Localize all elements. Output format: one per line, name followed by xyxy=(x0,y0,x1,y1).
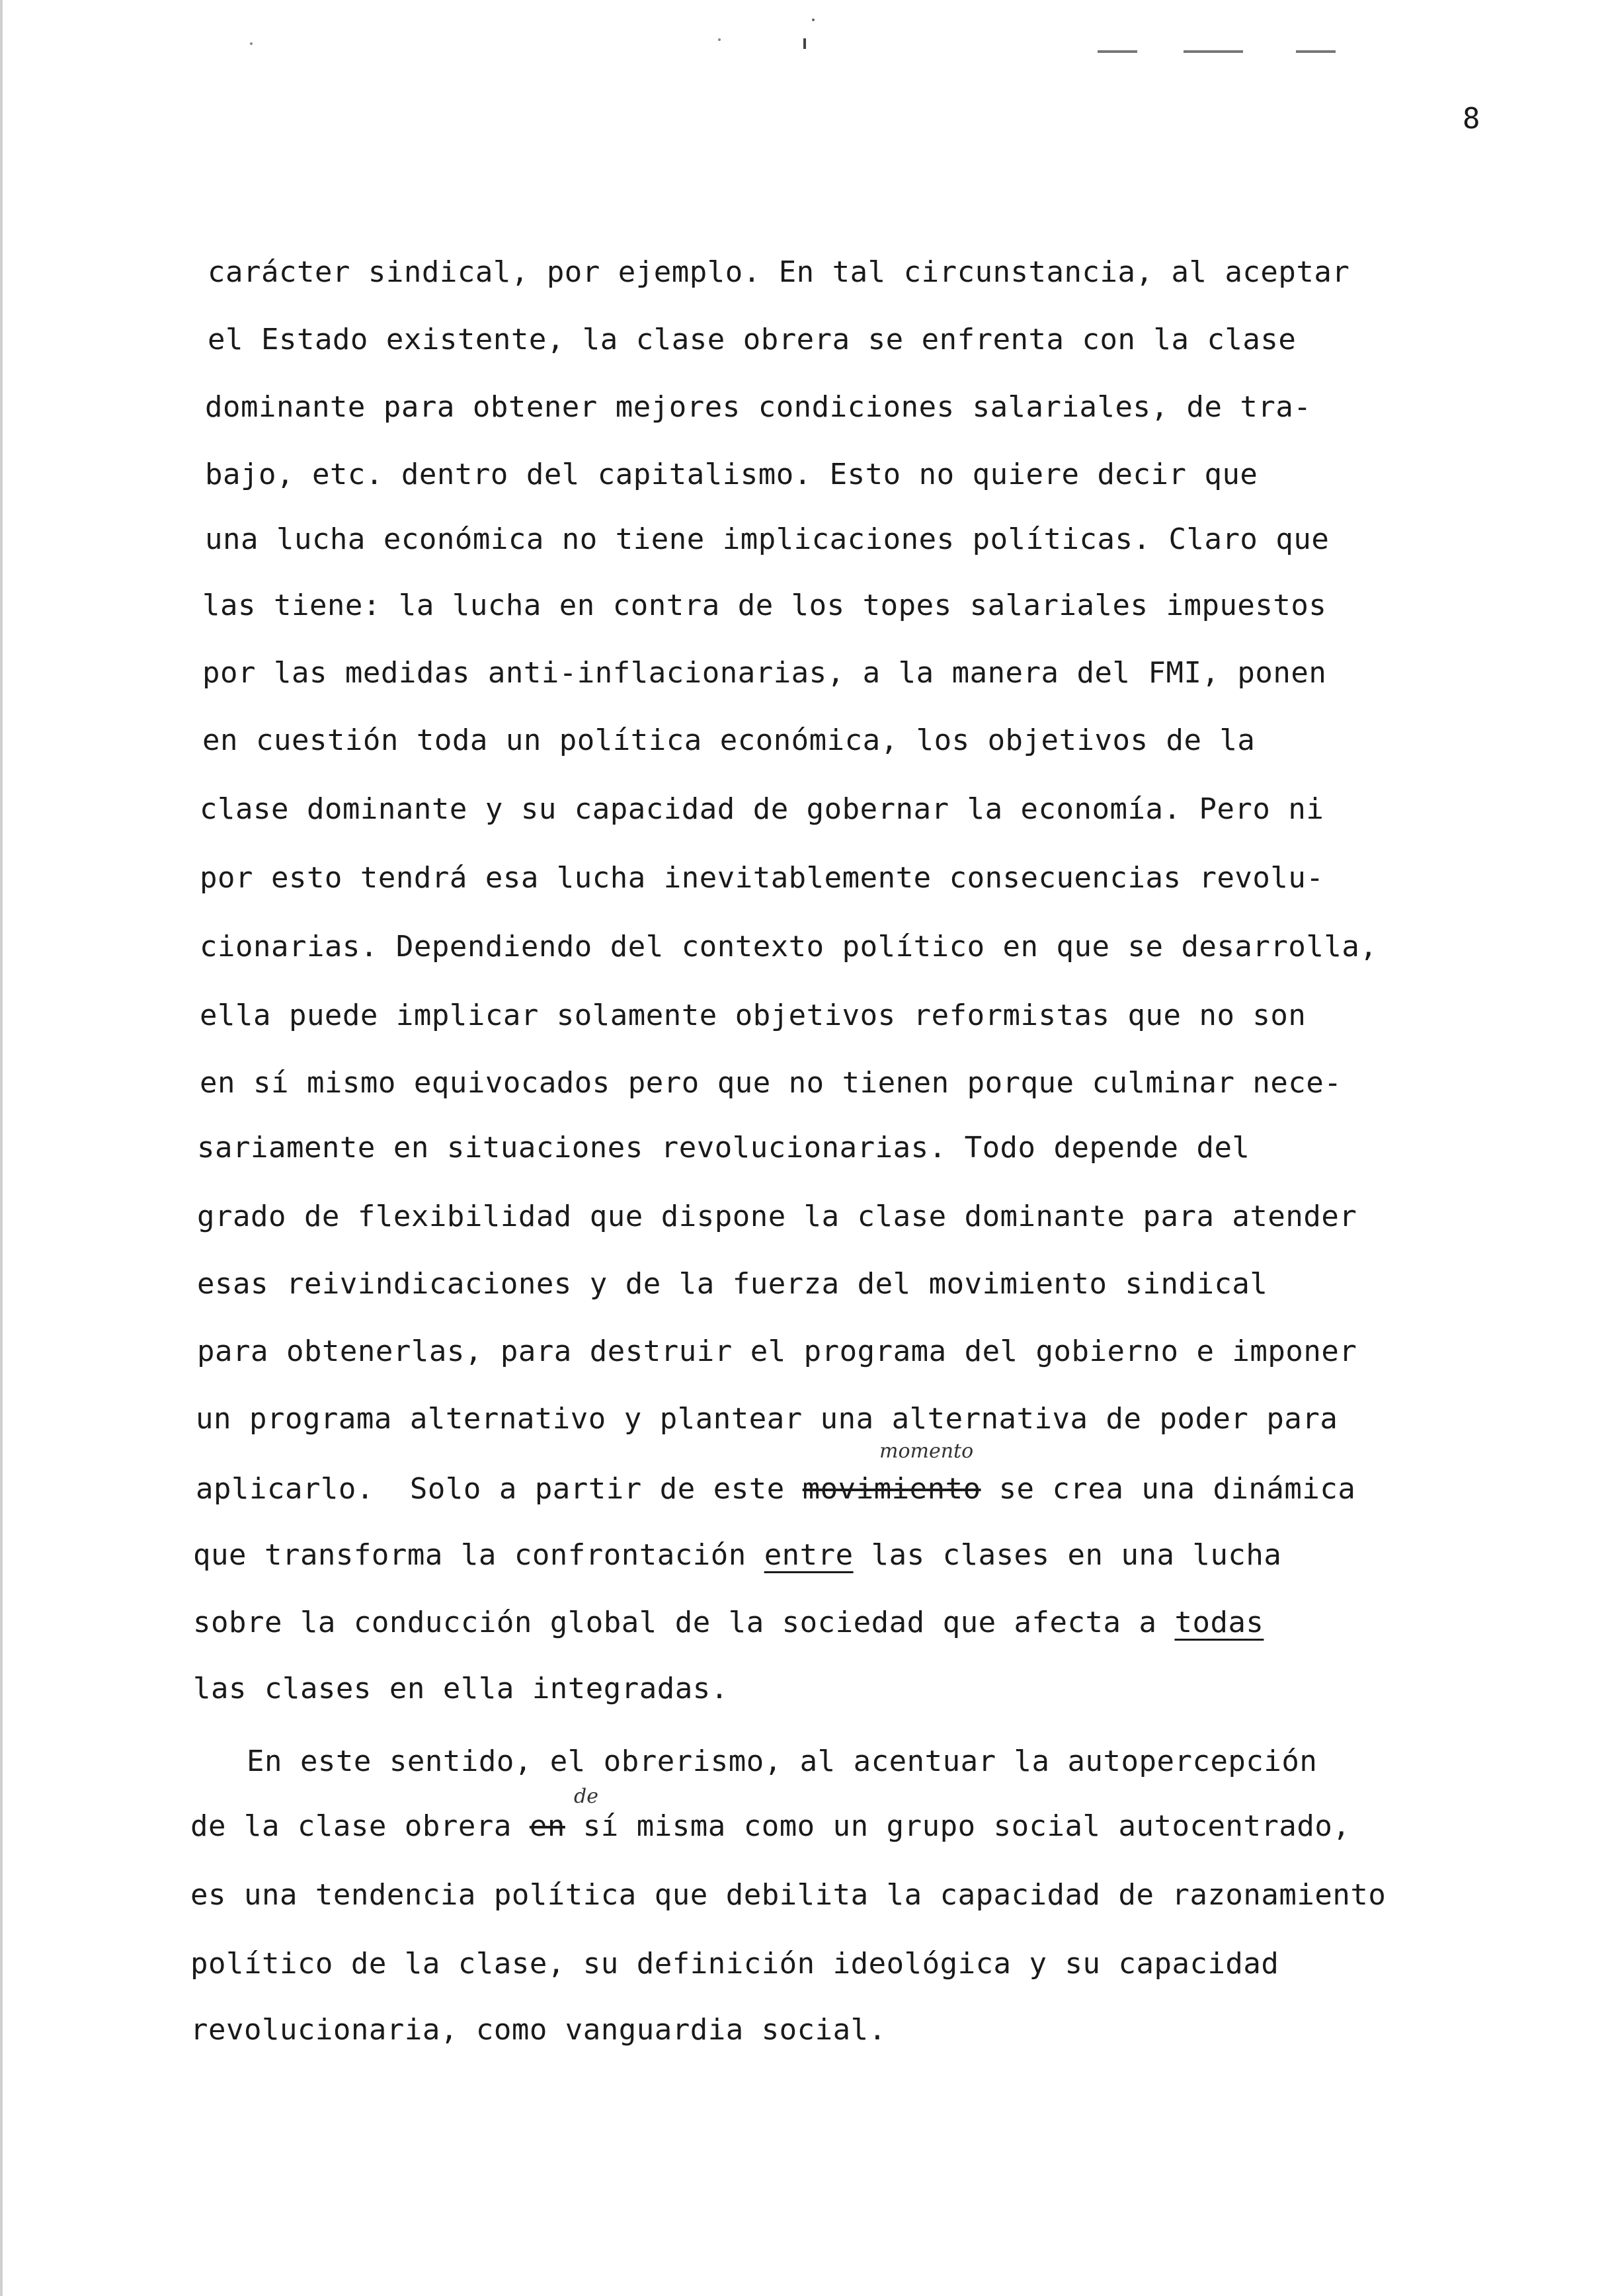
scan-noise xyxy=(0,0,1608,79)
text-line-todas xyxy=(193,1603,1264,1643)
text-line: por las medidas anti-inflacionarias, a la manera del FMI, ponen xyxy=(202,656,1327,690)
page-number: 8 xyxy=(1463,102,1480,136)
text-line: sariamente en situaciones revolucionarias. Todo depende del xyxy=(197,1131,1250,1165)
underlined-word: entre xyxy=(764,1538,854,1572)
text-line: para obtenerlas, para destruir el programa del gobierno e imponer xyxy=(197,1334,1357,1368)
text-line: en sí mismo equivocados pero que no tienen porque culminar nece- xyxy=(200,1066,1342,1100)
text-line: En este sentido, el obrerismo, al acentuar la autopercepción xyxy=(193,1744,1318,1778)
text-line: carácter sindical, por ejemplo. En tal circunstancia, al aceptar xyxy=(208,255,1350,289)
text-line: una lucha económica no tiene implicaciones políticas. Claro que xyxy=(205,522,1330,556)
text-line: revolucionaria, como vanguardia social. xyxy=(190,2013,887,2047)
text-segment: aplicarlo. Solo a partir de este xyxy=(196,1472,803,1506)
text-line: cionarias. Dependiendo del contexto político en que se desarrolla, xyxy=(200,930,1378,964)
handwritten-correction-momento: momento xyxy=(879,1440,974,1463)
text-segment: sobre la conducción global de la sociedad que afecta a xyxy=(193,1606,1175,1639)
text-line: político de la clase, su definición ideológica y su capacidad xyxy=(190,1947,1279,1981)
text-line: las clases en ella integradas. xyxy=(193,1672,729,1705)
struck-word: en xyxy=(529,1809,565,1843)
underlined-word: todas xyxy=(1174,1606,1264,1639)
text-line: un programa alternativo y plantear una alternativa de poder para xyxy=(196,1402,1338,1436)
text-line-de xyxy=(190,1807,1350,1846)
text-segment: sí misma como un grupo social autocentrado, xyxy=(565,1809,1351,1843)
text-segment: que transforma la confrontación xyxy=(193,1538,764,1572)
text-segment: las clases en una lucha xyxy=(853,1538,1282,1572)
text-line: en cuestión toda un política económica, los objetivos de la xyxy=(202,723,1256,757)
text-line: clase dominante y su capacidad de gobernar la economía. Pero ni xyxy=(200,792,1324,826)
text-line: las tiene: la lucha en contra de los topes salariales impuestos xyxy=(202,589,1327,622)
handwritten-correction-de: de xyxy=(574,1785,598,1808)
text-line: por esto tendrá esa lucha inevitablemente consecuencias revolu- xyxy=(200,861,1324,895)
text-line: grado de flexibilidad que dispone la clase dominante para atender xyxy=(197,1200,1357,1233)
text-line: bajo, etc. dentro del capitalismo. Esto no quiere decir que xyxy=(205,458,1258,491)
text-line: es una tendencia política que debilita la capacidad de razonamiento xyxy=(190,1878,1387,1912)
text-segment: se crea una dinámica xyxy=(981,1472,1356,1506)
struck-word: movimiento xyxy=(802,1472,981,1506)
text-line: dominante para obtener mejores condiciones salariales, de tra- xyxy=(205,390,1312,424)
text-segment: de la clase obrera xyxy=(190,1809,530,1843)
scan-left-edge xyxy=(0,0,3,2296)
text-line-entre xyxy=(193,1536,1281,1575)
text-line: esas reivindicaciones y de la fuerza del movimiento sindical xyxy=(197,1267,1268,1301)
text-line: el Estado existente, la clase obrera se enfrenta con la clase xyxy=(208,323,1297,356)
text-line: ella puede implicar solamente objetivos reformistas que no son xyxy=(200,999,1306,1032)
text-line-momento xyxy=(196,1469,1355,1509)
